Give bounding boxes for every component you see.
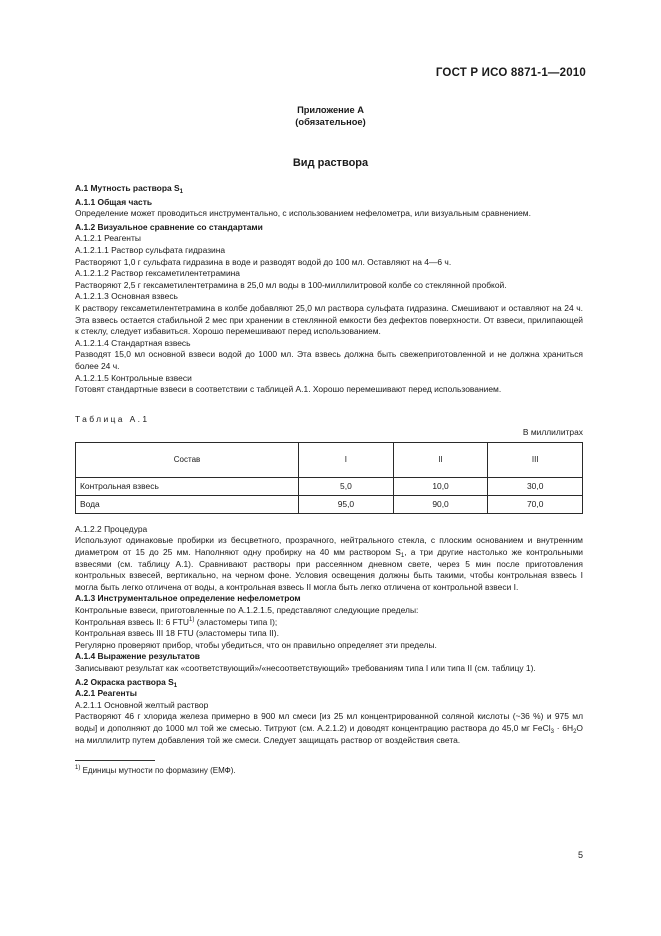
section-a13-limit-1: Контрольная взвесь II: 6 FTU$^{1)}$ (эластомеры типа I); bbox=[75, 616, 278, 627]
section-a1213-heading: А.1.2.1.3 Основная взвесь bbox=[75, 291, 178, 302]
table-cell: 70,0 bbox=[488, 495, 583, 513]
table-cell: Вода bbox=[76, 495, 299, 513]
section-a1212-text: Растворяют 2,5 г гексаметилентетрамина в 25,0 мл воды в 100-миллилитровой колбе со стеклянной пробкой. bbox=[75, 279, 507, 290]
section-a1211-text: Растворяют 1,0 г сульфата гидразина в воде и разводят водой до 100 мл. Оставляют на 4—6 ч. bbox=[75, 256, 452, 267]
document-body bbox=[75, 183, 583, 777]
section-a21-heading: А.2.1 Реагенты bbox=[75, 688, 137, 699]
section-a13-limit-2: Контрольная взвесь III 18 FTU (эластомеры типа II). bbox=[75, 628, 279, 639]
section-a13-check: Регулярно проверяют прибор, чтобы убедиться, что он правильно определяет эти пределы. bbox=[75, 639, 437, 650]
section-a1214-text: Разводят 15,0 мл основной взвеси водой до 1000 мл. Эта взвесь должна быть свежеприготовленной и не должна храниться более 24 ч. bbox=[75, 349, 583, 371]
section-a2-heading: А.2 Окраска раствора $S_1$ bbox=[75, 676, 178, 689]
control-suspensions-table bbox=[75, 442, 583, 514]
page-title: Вид раствора bbox=[292, 157, 369, 169]
section-a13-heading: А.1.3 Инструментальное определение нефелометром bbox=[75, 593, 301, 604]
section-a1-heading: А.1 Мутность раствора $S_1$ bbox=[75, 183, 183, 195]
section-a1212-heading: А.1.2.1.2 Раствор гексаметилентетрамина bbox=[75, 268, 241, 279]
table-header-row bbox=[76, 442, 583, 477]
section-a1215-heading: А.1.2.1.5 Контрольные взвеси bbox=[75, 372, 192, 383]
table-cell: 10,0 bbox=[393, 477, 488, 495]
section-a11-text: Определение может проводиться инструментально, с использованием нефелометра, или визуальным сравнением. bbox=[75, 208, 531, 219]
footnote-divider bbox=[75, 760, 155, 761]
section-a14-heading: А.1.4 Выражение результатов bbox=[75, 651, 200, 662]
table-header-cell: I bbox=[299, 442, 394, 477]
table-label: Таблица А.1 bbox=[75, 413, 150, 424]
table-units: В миллилитрах bbox=[522, 427, 583, 438]
table-caption bbox=[75, 414, 583, 426]
table-header-cell: II bbox=[393, 442, 488, 477]
section-a122-text: Используют одинаковые пробирки из бесцветного, прозрачного, нейтрального стекла, с плоским основанием и внутренним диаметром от 15 до 25 мм. Наполняют одну пробирку на 40 мм раствором $S_1$, а три другие настолько же контрольными взвесями (см. таблицу А.1). Сравнивают растворы при рассеянном дневном свете, через 5 мин после приготовления контрольных взвесей, вертикально, на черном фоне. Условия освещения должны быть такими, чтобы контрольная взвесь I могла быть легко отличена от воды, а контрольная взвесь II могла быть легко отличена от контрольной взвеси I. bbox=[75, 535, 583, 592]
appendix-title: Приложение А bbox=[297, 105, 364, 115]
appendix-heading bbox=[0, 104, 661, 128]
section-a1211-heading: А.1.2.1.1 Раствор сульфата гидразина bbox=[75, 244, 226, 255]
section-a211-heading: А.2.1.1 Основной желтый раствор bbox=[75, 699, 209, 710]
section-a1215-text: Готовят стандартные взвеси в соответствии с таблицей А.1. Хорошо перемешивают перед использованием. bbox=[75, 384, 502, 395]
page-number: 5 bbox=[577, 850, 583, 860]
section-a11-heading: А.1.1 Общая часть bbox=[75, 196, 153, 207]
footnote: $^{1)}$ Единицы мутности по формазину (ЕМФ). bbox=[75, 765, 236, 776]
table-cell: 5,0 bbox=[299, 477, 394, 495]
section-a121-heading: А.1.2.1 Реагенты bbox=[75, 233, 141, 244]
table-row bbox=[76, 477, 583, 495]
table-cell: 30,0 bbox=[488, 477, 583, 495]
section-a13-text: Контрольные взвеси, приготовленные по А.1.2.1.5, представляют следующие пределы: bbox=[75, 605, 419, 616]
table-row bbox=[76, 495, 583, 513]
section-a211-text: Растворяют 46 г хлорида железа примерно в 900 мл смеси [из 25 мл концентрированной соляной кислоты (~36 %) и 975 мл воды] и дополняют до 1000 мл той же смесью. Титруют (см. А.2.1.2) и доводят концентрацию раствора до 45,0 мг FeCl$_3$ · $6H_2O$ на миллилитр путем добавления той же смеси. Следует защищать раствор от воздействия света. bbox=[75, 711, 583, 745]
table-header-cell: Состав bbox=[76, 442, 299, 477]
section-a122-heading: А.1.2.2 Процедура bbox=[75, 523, 148, 534]
section-a14-text: Записывают результат как «соответствующий»/«несоответствующий» требованиям типа I или типа II (см. таблицу 1). bbox=[75, 663, 536, 673]
section-a12-heading: А.1.2 Визуальное сравнение со стандартами bbox=[75, 221, 263, 232]
appendix-status: (обязательное) bbox=[295, 117, 366, 127]
table-cell: 95,0 bbox=[299, 495, 394, 513]
section-a1213-text: К раствору гексаметилентетрамина в колбе добавляют 25,0 мл раствора сульфата гидразина. Смешивают и оставляют на 24 ч. Эта взвесь остается стабильной 2 мес при хранении в стеклянной емкости без дефектов поверхности. От взвеси, прилипающей к стеклу, следует избавиться. Хорошо перемешивают перед использованием. bbox=[75, 302, 583, 337]
table-header-cell: III bbox=[488, 442, 583, 477]
document-code: ГОСТ Р ИСО 8871-1—2010 bbox=[435, 67, 586, 79]
table-cell: Контрольная взвесь bbox=[76, 477, 299, 495]
section-a1214-heading: А.1.2.1.4 Стандартная взвесь bbox=[75, 337, 191, 348]
table-cell: 90,0 bbox=[393, 495, 488, 513]
